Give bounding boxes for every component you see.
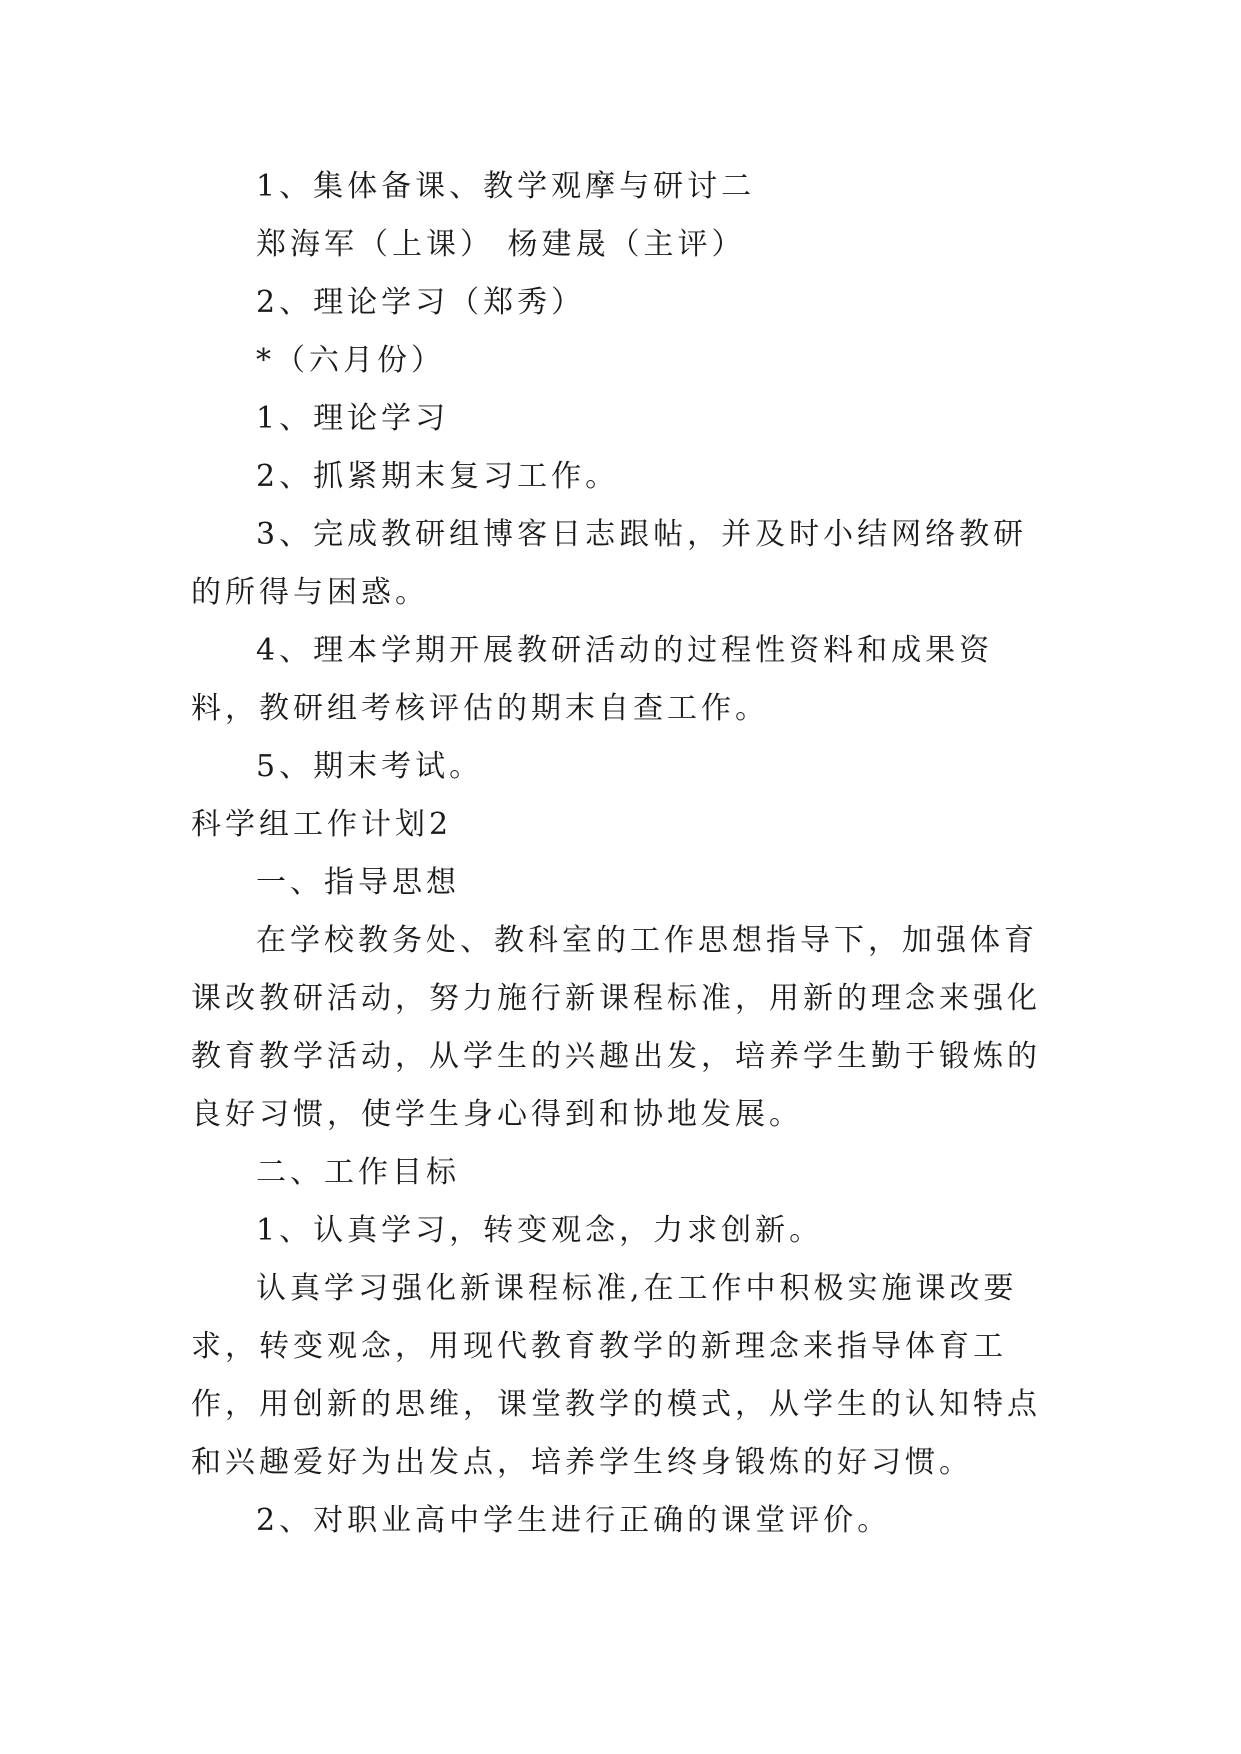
paragraph-month-heading: *（六月份） xyxy=(256,343,445,378)
section-heading-work-goals: 二、工作目标 xyxy=(256,1155,460,1190)
paragraph-goal-1: 1、认真学习，转变观念，力求创新。 xyxy=(256,1213,824,1248)
paragraph-june-item-1: 1、理论学习 xyxy=(256,401,450,436)
paragraph-june-item-3: 3、完成教研组博客日志跟帖，并及时小结网络教研的所得与困惑。 xyxy=(191,517,1028,610)
paragraph-activity-2: 2、理论学习（郑秀） xyxy=(256,285,586,320)
paragraph-guiding-thought: 在学校教务处、教科室的工作思想指导下，加强体育课改教研活动，努力施行新课程标准，用新的理念来强化教育教学活动，从学生的兴趣出发，培养学生勤于锻炼的良好习惯，使学生身心得到和协地发展。 xyxy=(191,923,1041,1132)
section-title: 科学组工作计划2 xyxy=(191,807,453,842)
paragraph-june-item-4: 4、理本学期开展教研活动的过程性资料和成果资料，教研组考核评估的期末自查工作。 xyxy=(191,633,994,726)
document-body xyxy=(191,158,1061,1550)
paragraph-june-item-2: 2、抓紧期末复习工作。 xyxy=(256,459,620,494)
paragraph-goal-2: 2、对职业高中学生进行正确的课堂评价。 xyxy=(256,1503,892,1538)
section-heading-guiding-thought: 一、指导思想 xyxy=(256,865,460,900)
paragraph-june-item-5: 5、期末考试。 xyxy=(256,749,484,784)
paragraph-goal-1-detail: 认真学习强化新课程标准,在工作中积极实施课改要求，转变观念，用现代教育教学的新理念来指导体育工作，用创新的思维，课堂教学的模式，从学生的认知特点和兴趣爱好为出发点，培养学生终身锻炼的好习惯。 xyxy=(191,1271,1041,1480)
paragraph-participants: 郑海军（上课） 杨建晟（主评） xyxy=(256,227,746,262)
paragraph-activity-1: 1、集体备课、教学观摩与研讨二 xyxy=(256,169,756,204)
